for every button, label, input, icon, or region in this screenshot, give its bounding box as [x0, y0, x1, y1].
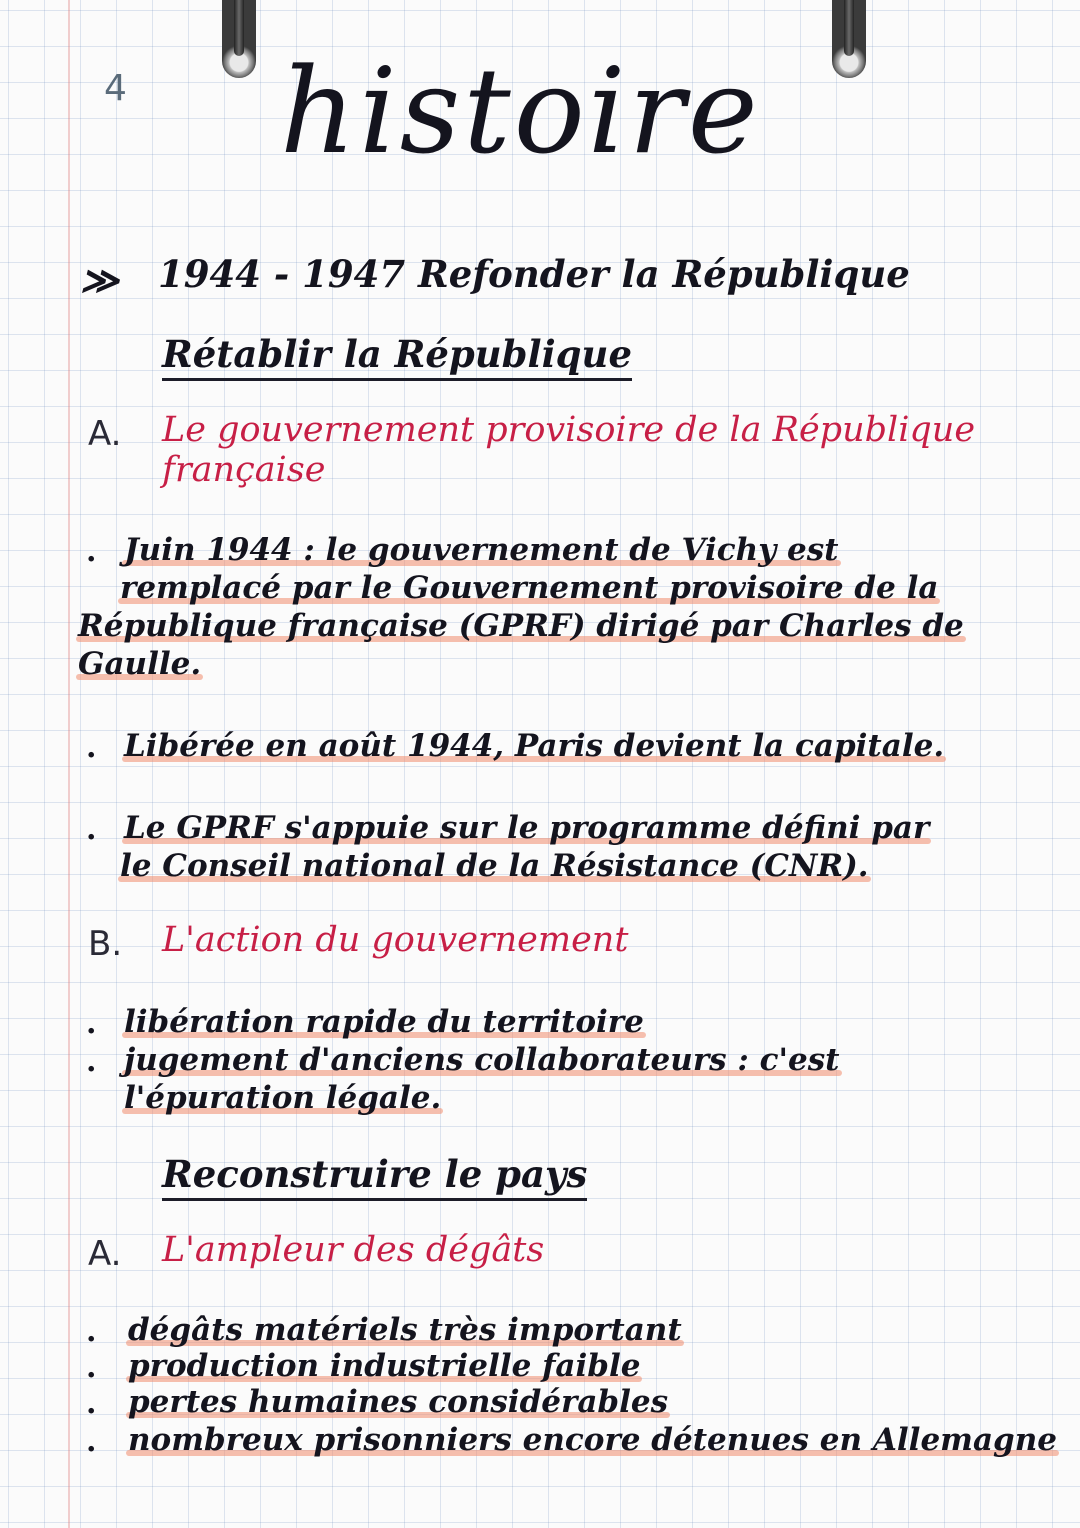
- part1-heading-text: Rétablir la République: [162, 332, 632, 381]
- part1-sectionB-letter: B.: [88, 924, 123, 964]
- bullet-line: remplacé par le Gouvernement provisoire de la: [120, 570, 939, 606]
- bullet-line: le Conseil national de la Résistance (CNR).: [120, 848, 869, 884]
- bullet-line: jugement d'anciens collaborateurs : c'est: [124, 1042, 840, 1078]
- bullet-line: Juin 1944 : le gouvernement de Vichy est: [124, 532, 839, 568]
- bullet-line: Le GPRF s'appuie sur le programme défini par: [124, 810, 930, 846]
- part2-sectionA-letter: A.: [88, 1234, 122, 1274]
- bullet-line: nombreux prisonniers encore détenues en Allemagne: [128, 1422, 1057, 1458]
- part2-heading: [162, 1152, 587, 1196]
- part1-sectionA-letter: A.: [88, 414, 122, 454]
- part1-sectionA-title-line2: française: [162, 450, 326, 490]
- margin-line: [68, 0, 70, 1528]
- part1-heading: [162, 332, 632, 376]
- bullet-dot: .: [86, 1314, 97, 1349]
- bullet-dot: .: [86, 534, 97, 569]
- bullet-line: production industrielle faible: [128, 1348, 641, 1384]
- bullet-line: République française (GPRF) dirigé par Charles de: [78, 608, 964, 644]
- part1-sectionA-title-line1: Le gouvernement provisoire de la République: [162, 410, 976, 450]
- bullet-line: Gaulle.: [78, 646, 202, 682]
- part1-sectionB-title: L'action du gouvernement: [162, 920, 629, 960]
- bullet-dot: .: [86, 1006, 97, 1041]
- bullet-line: l'épuration légale.: [124, 1080, 442, 1116]
- part2-heading-text: Reconstruire le pays: [162, 1152, 587, 1201]
- binder-ring-left: [222, 0, 256, 78]
- bullet-dot: .: [86, 1386, 97, 1421]
- page-number: 4: [104, 68, 127, 109]
- bullet-dot: .: [86, 812, 97, 847]
- part2-sectionA-title: L'ampleur des dégâts: [162, 1230, 545, 1270]
- bullet-dot: .: [86, 1044, 97, 1079]
- bullet-line: dégâts matériels très important: [128, 1312, 682, 1348]
- bullet-line: libération rapide du territoire: [124, 1004, 644, 1040]
- bullet-dot: .: [86, 1424, 97, 1459]
- page-title: histoire: [280, 42, 761, 180]
- bullet-line: Libérée en août 1944, Paris devient la capitale.: [124, 728, 945, 764]
- chapter-heading: 1944 - 1947 Refonder la République: [158, 252, 910, 296]
- bullet-line: pertes humaines considérables: [128, 1384, 669, 1420]
- binder-ring-right: [832, 0, 866, 78]
- bullet-dot: .: [86, 1350, 97, 1385]
- chapter-arrow: ≫: [80, 258, 119, 302]
- bullet-dot: .: [86, 730, 97, 765]
